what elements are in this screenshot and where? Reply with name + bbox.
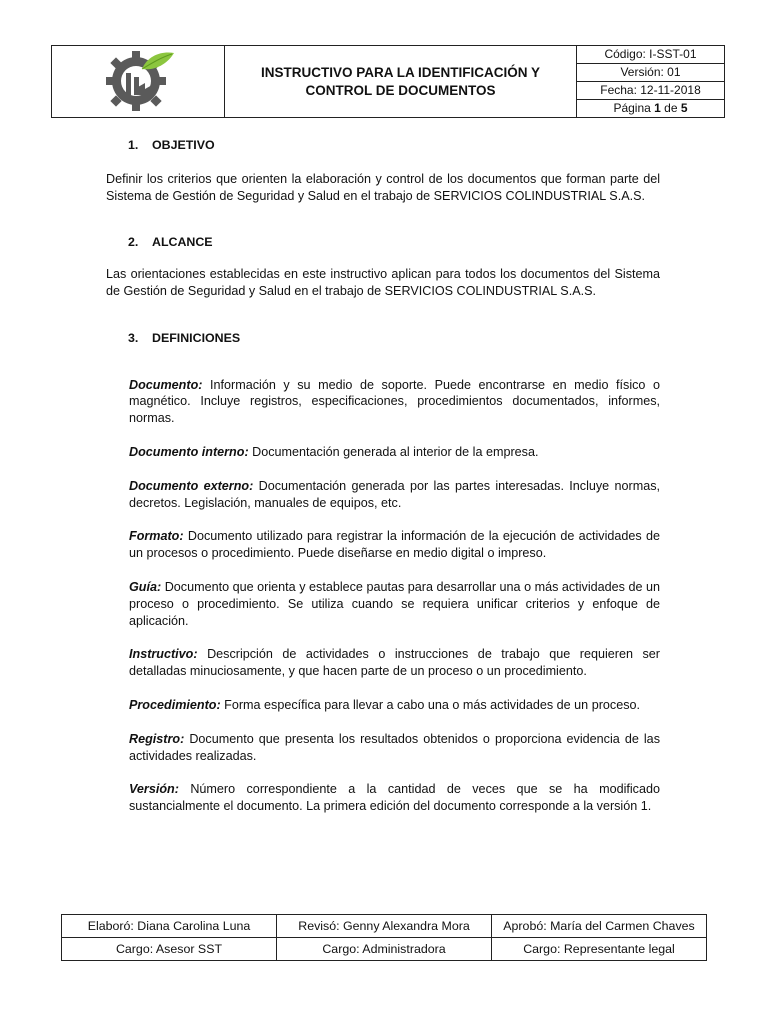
footer-reviso: Revisó: Genny Alexandra Mora bbox=[277, 915, 492, 938]
document-title: INSTRUCTIVO PARA LA IDENTIFICACIÓN Y CONTROL DE DOCUMENTOS bbox=[225, 46, 577, 118]
definition-procedimiento: Procedimiento: Forma específica para llevar a cabo una o más actividades de un proceso. bbox=[129, 697, 640, 712]
section-text-alcance: Las orientaciones establecidas en este instructivo aplican para todos los documentos del Sistema de Gestión de Seguridad y Salud en el trabajo de SERVICIOS COLINDUSTRIAL S.A.S. bbox=[106, 267, 660, 298]
footer-cargo-elaboro: Cargo: Asesor SST bbox=[62, 938, 277, 961]
section-text-objetivo: Definir los criterios que orienten la elaboración y control de los documentos que forman parte del Sistema de Gestión de Seguridad y Salud en el trabajo de SERVICIOS COLINDUSTRIAL S.A.S. bbox=[106, 171, 660, 203]
definition-guia: Guía: Documento que orienta y establece pautas para desarrollar una o más actividades de un proceso o procedimiento. Se utiliza cuando se requiera unificar criterios y enfoque de aplicación. bbox=[129, 579, 660, 628]
section-title-objetivo: 1. OBJETIVO bbox=[128, 138, 215, 152]
definition-registro: Registro: Documento que presenta los resultados obtenidos o proporciona evidencia de las actividades realizadas. bbox=[129, 731, 660, 763]
document-body bbox=[106, 130, 660, 815]
page-number: Página 1 de 5 bbox=[577, 100, 725, 118]
definition-documento: Documento: Información y su medio de soporte. Puede encontrarse en medio físico o magnético. Incluye registros, especificaciones, procedimientos documentados, informes, normas. bbox=[129, 377, 660, 426]
definition-instructivo: Instructivo: Descripción de actividades o instrucciones de trabajo que requieren ser detalladas minuciosamente, y que hacen parte de un proceso o un procedimiento. bbox=[129, 647, 660, 679]
document-code: Código: I-SST-01 bbox=[577, 46, 725, 64]
definition-formato: Formato: Documento utilizado para registrar la información de la ejecución de actividades de un procesos o procedimiento. Puede diseñarse en medio digital o impreso. bbox=[129, 529, 660, 561]
document-version: Versión: 01 bbox=[577, 64, 725, 82]
section-title-definiciones: 3. DEFINICIONES bbox=[128, 330, 241, 345]
gear-factory-leaf-logo-icon bbox=[96, 47, 180, 111]
document-date: Fecha: 12-11-2018 bbox=[577, 82, 725, 100]
footer-cargo-aprobo: Cargo: Representante legal bbox=[492, 938, 707, 961]
definition-documento-interno: Documento interno: Documentación generada al interior de la empresa. bbox=[129, 444, 539, 459]
footer-cargo-reviso: Cargo: Administradora bbox=[277, 938, 492, 961]
definition-documento-externo: Documento externo: Documentación generada por las partes interesadas. Incluye normas, decretos. Legislación, manuales de equipos, etc. bbox=[129, 478, 661, 510]
footer-aprobo: Aprobó: María del Carmen Chaves bbox=[492, 915, 707, 938]
section-title-alcance: 2. ALCANCE bbox=[128, 235, 213, 250]
approval-footer bbox=[61, 914, 707, 961]
footer-elaboro: Elaboró: Diana Carolina Luna bbox=[62, 915, 277, 938]
logo-cell bbox=[52, 46, 225, 118]
definition-version: Versión: Número correspondiente a la cantidad de veces que se ha modificado sustancialmente el documento. La primera edición del documento corresponde a la versión 1. bbox=[129, 782, 660, 814]
document-header bbox=[51, 45, 725, 118]
